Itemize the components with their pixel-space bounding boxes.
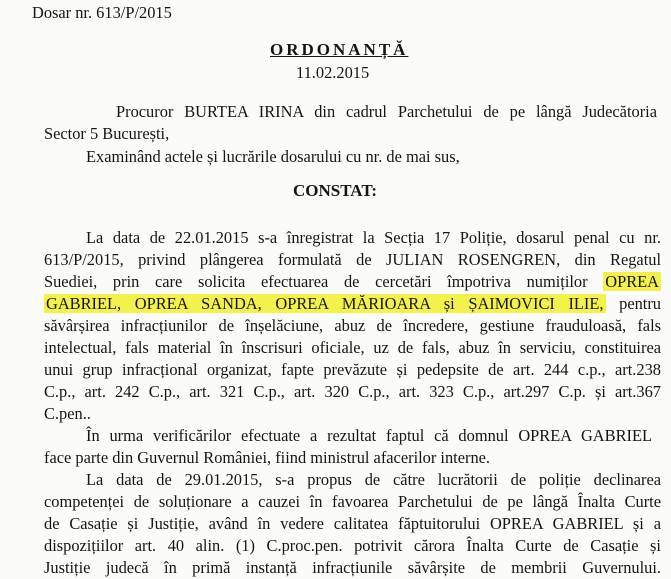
case-number: Dosar nr. 613/P/2015 [32,3,172,22]
para1-line-9: C.pen.. [44,404,91,423]
para2-line-2: face parte din Guvernul României, fiind ministrul afacerilor interne. [44,448,491,467]
para1-line-4 [44,293,661,315]
para3-line-2: competenței de soluționare a cauzei în favoarea Parchetului de pe lângă Înalta Curte [44,492,661,511]
document-title: ORDONANȚĂ [270,40,409,59]
para1-line-6: intelectual, fals material în înscrisuri oficiale, uz de fals, abuz în serviciu, constituirea [44,338,661,357]
intro-line-2: Sector 5 București, [44,124,170,143]
para1-line-5: săvârșirea infracțiunilor de înșelăciune, abuz de încredere, gestiune frauduloasă, fals [44,316,661,335]
para3-line-5: Justiție judecă în primă instanță infracțiunile săvârșite de membrii Guvernului. [44,558,661,577]
highlighted-name-oprea: OPREA [605,272,659,291]
intro-line-1: Procuror BURTEA IRINA din cadrul Parchetului de pe lângă Judecătoria [116,102,657,121]
para1-line-1: La data de 22.01.2015 s-a înregistrat la Secția 17 Poliție, dosarul penal cu nr. [86,228,661,247]
para1-line-3 [44,271,661,293]
para3-line-1: La data de 29.01.2015, s-a propus de către lucrătorii de poliție declinarea [86,470,661,489]
section-heading-constat: CONSTAT: [293,181,378,200]
para1-line-4-text: pentru [605,294,661,313]
para1-line-8: C.p., art. 242 C.p., art. 321 C.p., art. 320 C.p., art. 323 C.p., art.297 C.p. și art.367 [44,382,661,401]
para2-line-1: În urma verificărilor efectuate a rezultat faptul că domnul OPREA GABRIEL [86,426,652,445]
document-date: 11.02.2015 [296,63,370,82]
para3-line-3: de Casație și Justiție, având în vedere calitatea făptuitorului OPREA GABRIEL și a [44,514,661,533]
intro-line-3: Examinând actele și lucrările dosarului cu nr. de mai sus, [86,147,460,166]
para1-line-3-text: Suediei, prin care solicita efectuarea de cercetări împotriva numiților [44,272,604,291]
para3-line-4: dispozițiilor art. 40 alin. (1) C.proc.pen. potrivit cărora Înalta Curte de Casație și [44,536,661,555]
para1-line-2: 613/P/2015, privind plângerea formulată de JULIAN ROSENGREN, din Regatul [44,250,661,269]
para1-line-7: unui grup infracțional organizat, fapte prevăzute și pedepsite de art. 244 c.p., art.238 [44,360,661,379]
highlighted-names: GABRIEL, OPREA SANDA, OPREA MĂRIOARA și ȘAIMOVICI ILIE, [46,294,604,313]
